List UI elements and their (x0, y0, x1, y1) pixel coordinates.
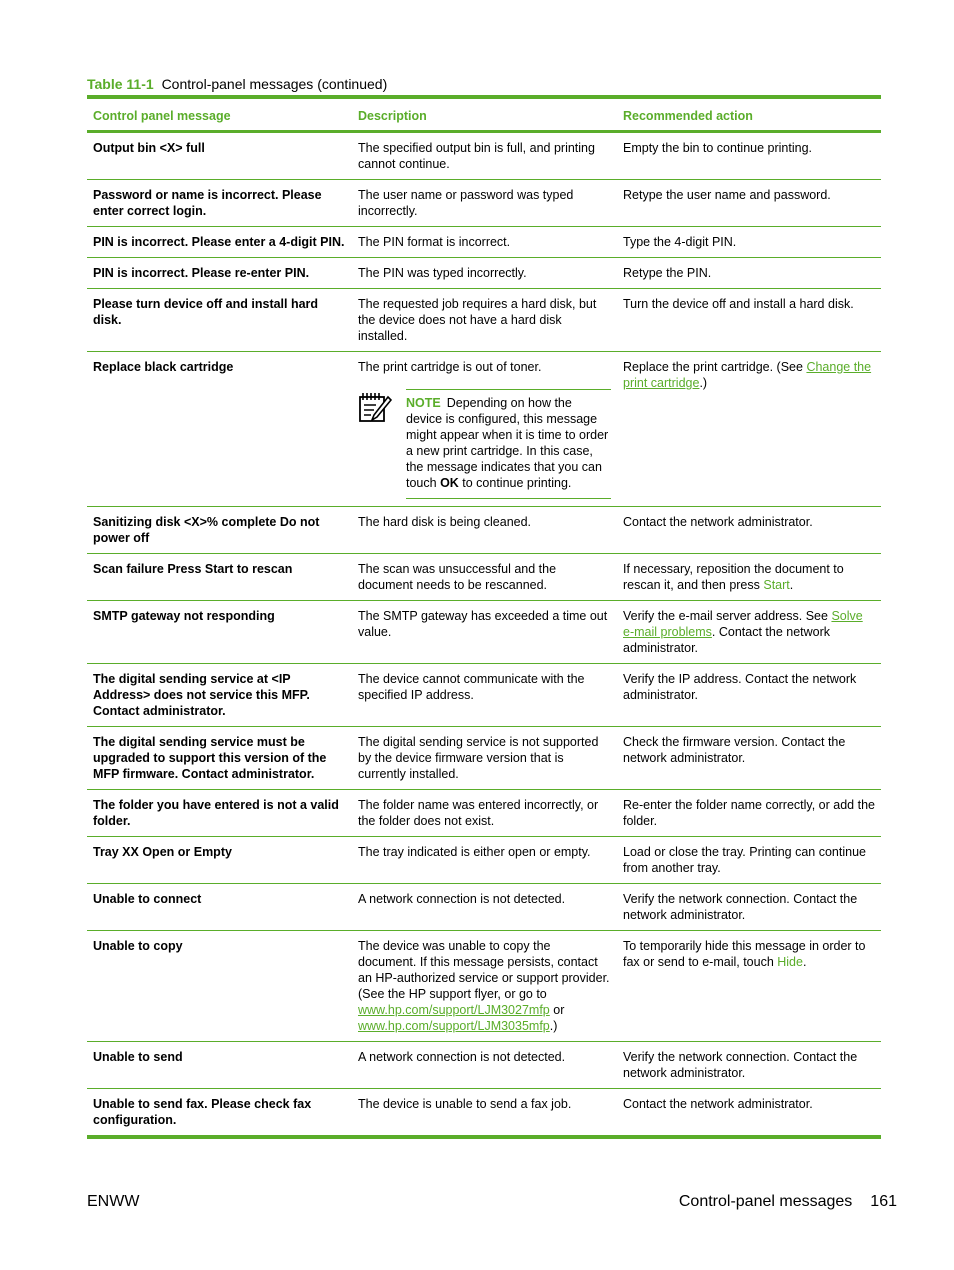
description-text-end: .) (549, 1019, 558, 1033)
table-row (87, 931, 881, 1042)
action-text: If necessary, reposition the document to rescan it, and then press (623, 562, 844, 592)
action-text-end: .) (699, 376, 708, 390)
message-cell: PIN is incorrect. Please enter a 4-digit PIN. (87, 227, 352, 258)
page-number: 161 (870, 1193, 897, 1210)
message-cell: Unable to send fax. Please check fax configuration. (87, 1089, 352, 1138)
description-cell: The requested job requires a hard disk, but the device does not have a hard disk installed. (352, 289, 617, 352)
table-row (87, 664, 881, 727)
table-row (87, 790, 881, 837)
action-cell (617, 352, 881, 507)
action-text: Replace the print cartridge. (See (623, 360, 807, 374)
table-number: Table 11-1 (87, 76, 154, 92)
hp-support-3027-link[interactable]: www.hp.com/support/LJM3027mfp (358, 1003, 550, 1017)
hide-button-label: Hide (777, 955, 803, 969)
table-row (87, 227, 881, 258)
description-cell: The PIN format is incorrect. (352, 227, 617, 258)
note-box (358, 389, 611, 499)
table-row (87, 727, 881, 790)
description-cell: The folder name was entered incorrectly, or the folder does not exist. (352, 790, 617, 837)
action-text-end: . (789, 578, 794, 592)
action-cell: Check the firmware version. Contact the network administrator. (617, 727, 881, 790)
message-cell: The digital sending service must be upgraded to support this version of the MFP firmware. Contact administrator. (87, 727, 352, 790)
action-cell: Contact the network administrator. (617, 507, 881, 554)
message-cell: Scan failure Press Start to rescan (87, 554, 352, 601)
ok-key-label: OK (440, 476, 459, 490)
action-cell: Re-enter the folder name correctly, or add the folder. (617, 790, 881, 837)
table-row (87, 884, 881, 931)
action-text: To temporarily hide this message in order to fax or send to e-mail, touch (623, 939, 866, 969)
message-cell: Output bin <X> full (87, 132, 352, 180)
note-pencil-icon (358, 389, 406, 499)
message-cell: Sanitizing disk <X>% complete Do not power off (87, 507, 352, 554)
note-body (406, 389, 611, 499)
table-row (87, 352, 881, 507)
action-cell (617, 931, 881, 1042)
description-text: The print cartridge is out of toner. (358, 360, 542, 374)
solve-email-problems-link[interactable]: Solve e-mail problems (623, 609, 863, 639)
message-cell: Unable to copy (87, 931, 352, 1042)
table-caption (87, 76, 387, 92)
action-cell: Verify the IP address. Contact the network administrator. (617, 664, 881, 727)
description-cell: The device is unable to send a fax job. (352, 1089, 617, 1138)
message-cell: Replace black cartridge (87, 352, 352, 507)
note-text-end: to continue printing. (458, 476, 572, 490)
message-cell: Unable to connect (87, 884, 352, 931)
action-cell (617, 601, 881, 664)
action-text-end: . (802, 955, 807, 969)
footer-section: Control-panel messages (678, 1193, 853, 1210)
message-cell: SMTP gateway not responding (87, 601, 352, 664)
action-cell: Contact the network administrator. (617, 1089, 881, 1138)
table-row (87, 837, 881, 884)
message-cell: Password or name is incorrect. Please enter correct login. (87, 180, 352, 227)
table-header-row (87, 97, 881, 132)
action-text-end: . Contact the network administrator. (623, 625, 831, 655)
description-text: The device was unable to copy the document. If this message persists, contact an HP-authorized service or support provider. (See the HP support flyer, or go to (358, 939, 610, 1001)
message-cell: The digital sending service at <IP Address> does not service this MFP. Contact administrator. (87, 664, 352, 727)
description-cell: The digital sending service is not supported by the device firmware version that is currently installed. (352, 727, 617, 790)
table-row (87, 1089, 881, 1138)
table-row (87, 289, 881, 352)
message-cell: Unable to send (87, 1042, 352, 1089)
description-cell: The device cannot communicate with the specified IP address. (352, 664, 617, 727)
description-cell: The scan was unsuccessful and the document needs to be rescanned. (352, 554, 617, 601)
header-description: Description (352, 97, 617, 132)
description-cell: The specified output bin is full, and printing cannot continue. (352, 132, 617, 180)
action-cell: Retype the user name and password. (617, 180, 881, 227)
description-cell (352, 352, 617, 507)
description-cell: A network connection is not detected. (352, 884, 617, 931)
footer-right (679, 1193, 897, 1211)
action-cell: Turn the device off and install a hard disk. (617, 289, 881, 352)
hp-support-3035-link[interactable]: www.hp.com/support/LJM3035mfp (358, 1019, 550, 1033)
control-panel-messages-table (87, 95, 881, 1139)
description-cell: The user name or password was typed incorrectly. (352, 180, 617, 227)
start-button-label: Start (763, 578, 790, 592)
description-cell: The tray indicated is either open or empty. (352, 837, 617, 884)
message-cell: Tray XX Open or Empty (87, 837, 352, 884)
action-cell (617, 554, 881, 601)
table-title: Control-panel messages (continued) (161, 76, 388, 92)
description-text-mid: or (549, 1003, 565, 1017)
table-row (87, 1042, 881, 1089)
message-cell: PIN is incorrect. Please re-enter PIN. (87, 258, 352, 289)
action-cell: Load or close the tray. Printing can continue from another tray. (617, 837, 881, 884)
action-cell: Empty the bin to continue printing. (617, 132, 881, 180)
table-row (87, 507, 881, 554)
header-message: Control panel message (87, 97, 352, 132)
footer-left: ENWW (87, 1193, 140, 1210)
description-cell: The hard disk is being cleaned. (352, 507, 617, 554)
note-label: NOTE (406, 396, 441, 410)
note-text: Depending on how the device is configured, this message might appear when it is time to order a new print cartridge. In this case, the message indicates that you can touch (406, 396, 609, 490)
header-action: Recommended action (617, 97, 881, 132)
message-cell: The folder you have entered is not a valid folder. (87, 790, 352, 837)
action-cell: Verify the network connection. Contact the network administrator. (617, 1042, 881, 1089)
description-cell: The PIN was typed incorrectly. (352, 258, 617, 289)
table-row (87, 180, 881, 227)
table-row (87, 258, 881, 289)
description-cell (352, 931, 617, 1042)
change-cartridge-link[interactable]: Change the print cartridge (623, 360, 872, 390)
description-cell: The SMTP gateway has exceeded a time out value. (352, 601, 617, 664)
table-row (87, 601, 881, 664)
description-cell: A network connection is not detected. (352, 1042, 617, 1089)
action-cell: Retype the PIN. (617, 258, 881, 289)
action-cell: Verify the network connection. Contact the network administrator. (617, 884, 881, 931)
message-cell: Please turn device off and install hard disk. (87, 289, 352, 352)
table-row (87, 554, 881, 601)
action-cell: Type the 4-digit PIN. (617, 227, 881, 258)
action-text: Verify the e-mail server address. See (623, 609, 832, 623)
table-row (87, 132, 881, 180)
